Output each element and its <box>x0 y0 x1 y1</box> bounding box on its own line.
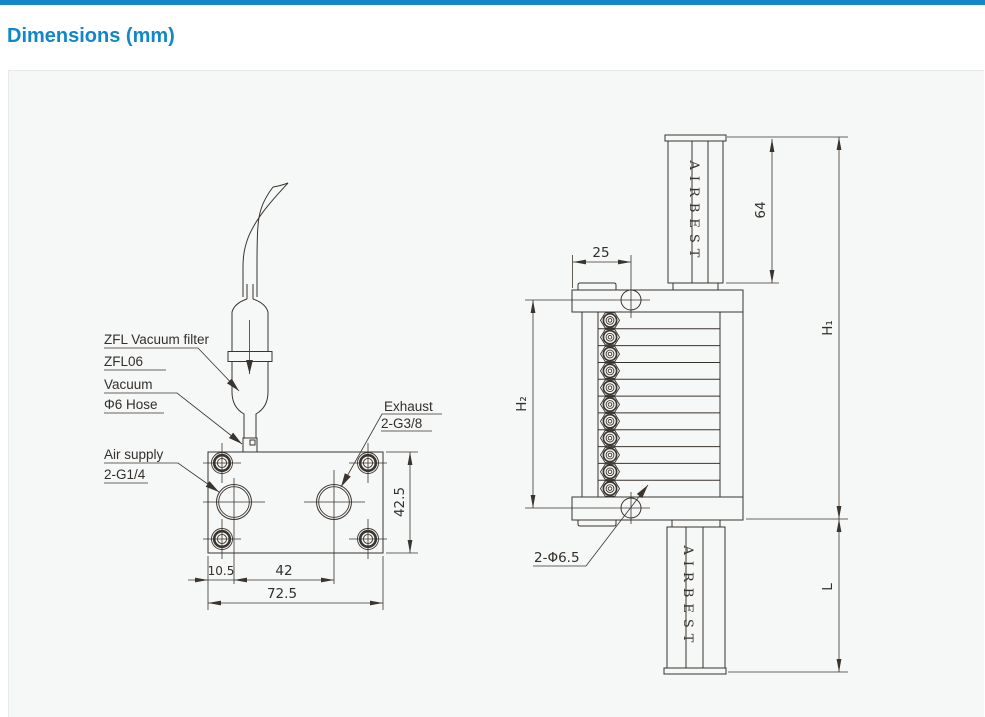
dimension-72-5 <box>208 586 383 603</box>
dimension-h1 <box>727 137 848 519</box>
ejector-body <box>572 283 743 526</box>
bottom-muffler <box>664 520 726 674</box>
callout-vacuum-line2: Φ6 Hose <box>104 397 158 412</box>
dim-42-label: 42 <box>275 563 293 579</box>
bottom-flange <box>572 497 743 520</box>
dim-l-label: L <box>820 583 836 591</box>
mounting-hole <box>203 443 241 483</box>
dim-72-5-label: 72.5 <box>266 586 298 602</box>
vacuum-filter <box>228 299 272 452</box>
dim-10-5-label: 10.5 <box>207 564 235 578</box>
dimension-h2 <box>514 300 533 508</box>
dimension-25 <box>573 245 632 288</box>
left-view <box>104 183 442 610</box>
bottom-tab <box>578 520 616 526</box>
stage-nozzle-fittings <box>601 313 620 496</box>
mount-hole-top <box>525 255 650 318</box>
callout-air-line1: Air supply <box>104 447 164 462</box>
brand-label-top: AIRBEST <box>686 160 701 264</box>
callout-filter-line1: ZFL Vacuum filter <box>104 332 210 347</box>
dimension-64 <box>726 139 779 283</box>
page-title: Dimensions (mm) <box>7 25 175 47</box>
dimension-l <box>728 519 848 672</box>
top-tab <box>578 283 616 290</box>
callout-exhaust-line2: 2-G3/8 <box>381 416 423 431</box>
dim-25-label: 25 <box>592 245 610 261</box>
dim-h2-label: H₂ <box>514 396 530 412</box>
right-view <box>514 135 848 674</box>
dim-64-label: 64 <box>753 201 769 219</box>
top-flange <box>572 290 743 312</box>
dim-h1-label: H₁ <box>820 320 836 336</box>
dim-42-5-label: 42.5 <box>392 486 408 518</box>
callout-air-supply <box>104 447 219 492</box>
top-muffler <box>665 135 726 290</box>
dim-2-phi-6-5-label: 2-Φ6.5 <box>534 550 580 566</box>
callout-air-line2: 2-G1/4 <box>104 467 146 482</box>
vacuum-hose <box>243 183 288 299</box>
exhaust-port <box>304 470 365 584</box>
callout-exhaust-line1: Exhaust <box>384 399 433 414</box>
callout-filter-line2: ZFL06 <box>104 354 144 369</box>
callout-exhaust <box>341 399 442 487</box>
brand-label-bottom: AIRBEST <box>680 545 695 649</box>
dimension-42-5 <box>386 452 418 553</box>
callout-vacuum-hose <box>104 377 242 444</box>
callout-vacuum-line1: Vacuum <box>104 377 153 392</box>
